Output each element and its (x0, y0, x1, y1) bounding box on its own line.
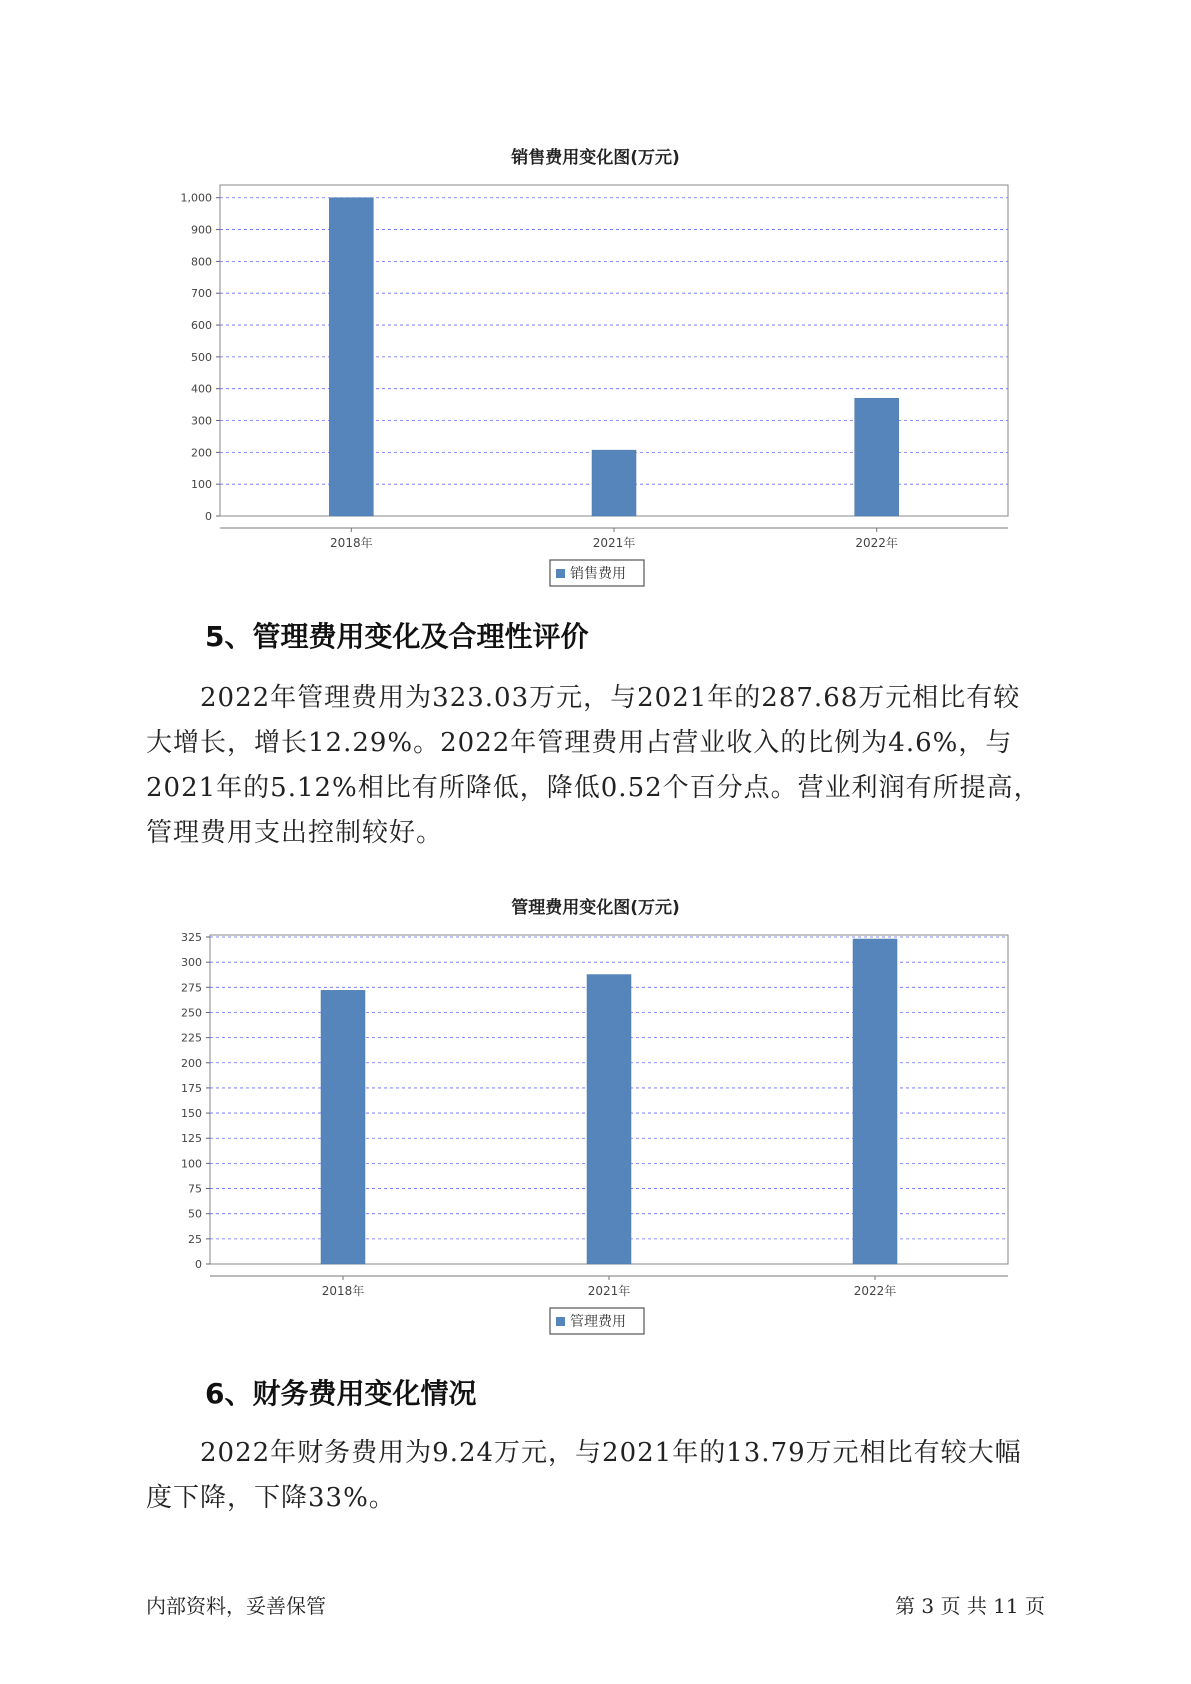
x-tick-label: 2022年 (855, 536, 898, 550)
y-tick-label: 200 (191, 446, 212, 460)
bar (855, 398, 899, 516)
y-tick-label: 1,000 (180, 191, 212, 205)
chart1-title: 销售费用变化图(万元) (511, 148, 680, 168)
y-tick-label: 900 (191, 223, 212, 237)
sales-expense-chart (0, 175, 1191, 595)
y-tick-label: 300 (191, 414, 212, 428)
legend-label: 销售费用 (570, 566, 626, 582)
bar (592, 450, 636, 516)
y-tick-label: 0 (195, 1258, 202, 1271)
admin-expense-chart (0, 925, 1191, 1345)
legend-swatch (556, 1317, 565, 1326)
footer-confidential-note: 内部资料，妥善保管 (146, 1594, 326, 1618)
x-tick-label: 2021年 (587, 1284, 631, 1298)
bar (853, 939, 897, 1264)
y-tick-label: 50 (188, 1207, 202, 1221)
chart2-title: 管理费用变化图(万元) (511, 898, 680, 918)
y-tick-label: 800 (191, 255, 212, 269)
section6-heading: 6、财务费用变化情况 (205, 1377, 477, 1410)
section6-paragraph: 2022年财务费用为9.24万元，与2021年的13.79万元相比有较大幅度下降，下降33%。 (146, 1438, 1022, 1513)
y-tick-label: 325 (181, 931, 202, 945)
y-tick-label: 175 (181, 1081, 202, 1095)
y-tick-label: 300 (181, 956, 202, 970)
footer-page-number: 第 3 页 共 11 页 (895, 1594, 1045, 1618)
y-tick-label: 250 (181, 1006, 202, 1020)
bar (321, 990, 365, 1264)
y-tick-label: 25 (188, 1232, 202, 1246)
section5-heading: 5、管理费用变化及合理性评价 (205, 620, 589, 653)
legend-swatch (556, 569, 565, 578)
bar (587, 975, 631, 1264)
legend-label: 管理费用 (570, 1314, 626, 1330)
x-tick-label: 2021年 (592, 536, 636, 550)
y-tick-label: 500 (191, 350, 212, 364)
x-tick-label: 2018年 (321, 1284, 365, 1298)
bar (329, 198, 373, 516)
y-tick-label: 125 (181, 1132, 202, 1146)
y-tick-label: 0 (205, 510, 212, 523)
x-tick-label: 2018年 (330, 536, 373, 550)
y-tick-label: 400 (191, 382, 212, 396)
y-tick-label: 700 (191, 287, 212, 301)
y-tick-label: 100 (191, 478, 212, 492)
y-tick-label: 200 (181, 1056, 202, 1070)
x-tick-label: 2022年 (853, 1284, 897, 1298)
y-tick-label: 75 (188, 1182, 202, 1196)
y-tick-label: 100 (181, 1157, 202, 1171)
y-tick-label: 225 (181, 1031, 202, 1045)
section5-paragraph: 2022年管理费用为323.03万元，与2021年的287.68万元相比有较大增长，增长12.29%。2022年管理费用占营业收入的比例为4.6%，与2021年的5.12%相比有所降低，降低0.52个百分点。营业利润有所提高，管理费用支出控制较好。 (146, 683, 1041, 848)
y-tick-label: 150 (181, 1107, 202, 1121)
y-tick-label: 275 (181, 981, 202, 995)
y-tick-label: 600 (191, 319, 212, 333)
